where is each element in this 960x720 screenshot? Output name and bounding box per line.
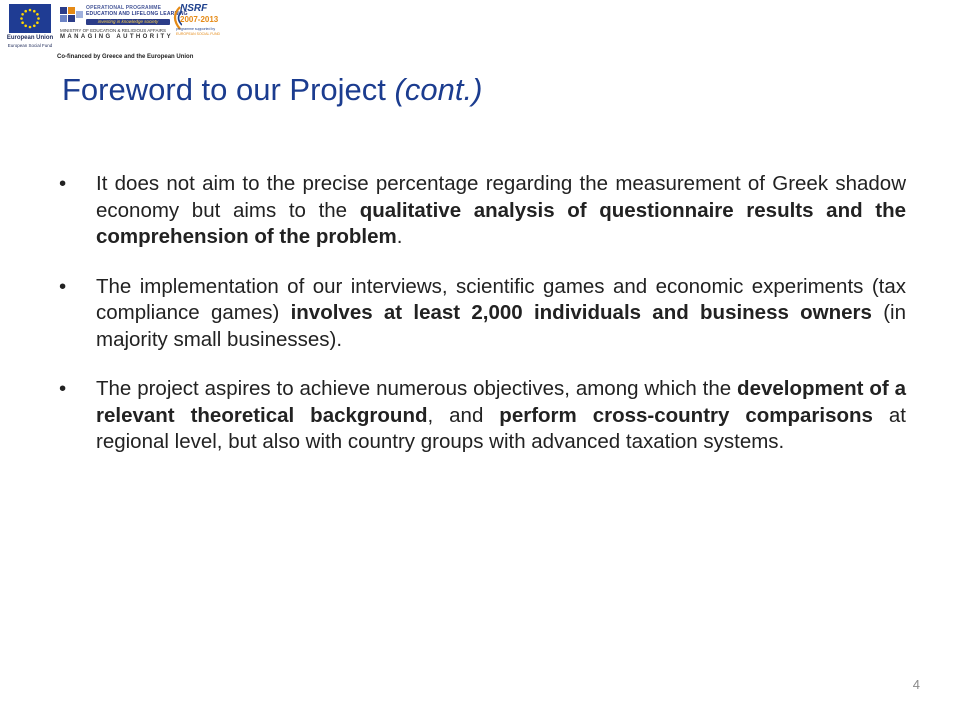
bullet-marker: • [59,172,67,195]
bullet-emphasis: perform cross-country comparisons [499,403,873,427]
bullet-item [57,376,906,456]
bullet-text: It does not aim to the precise percentage regarding the measurement of Greek shadow economy but aims to the [96,172,906,222]
operational-programme-logo [60,5,188,49]
op-authority: MANAGING AUTHORITY [60,34,173,40]
slide-title [62,70,482,110]
bullet-emphasis: qualitative analysis of questionnaire results and the comprehension of the problem [96,198,906,248]
bullet-item [57,274,906,354]
op-line-2: EDUCATION AND LIFELONG LEARNING [86,11,188,17]
slide-title-main: Foreword to our Project [62,72,386,107]
op-ministry: MINISTRY OF EDUCATION & RELIGIOUS AFFAIRS [60,28,167,33]
op-mark-icon [60,7,84,23]
bullet-emphasis: development of a relevant theoretical background [96,377,906,427]
bullet-marker: • [59,274,67,298]
bullet-emphasis: involves at least 2,000 individuals and business owners [290,301,872,324]
bullet-marker: • [59,377,67,400]
eu-caption-subtitle: European Social Fund [7,43,53,48]
bullet-text: , and [427,403,500,427]
bullet-text: (in majority small businesses). [96,301,906,351]
slide-title-suffix: (cont.) [394,72,483,107]
eu-flag-icon [9,4,51,33]
op-strip: investing in knowledge society [86,19,170,25]
nsrf-logo [170,3,221,45]
bullet-text: The implementation of our interviews, scientific games and economic experiments (tax compliance games) [96,274,906,324]
eu-logo [4,2,56,62]
bullet-text: . [396,225,403,248]
bullet-list [57,171,906,456]
nsrf-title: NSRF [180,3,208,14]
nsrf-subtitle: programme supported by [176,27,216,31]
bullet-item [57,171,906,251]
cofinanced-text: Co-financed by Greece and the European Union [57,54,194,60]
eu-caption [4,35,56,49]
nsrf-years: 2007-2013 [180,15,219,24]
eu-caption-title: European Union [6,35,54,41]
op-line-1: OPERATIONAL PROGRAMME [86,5,162,11]
bullet-text: The project aspires to achieve numerous objectives, among which the [96,377,738,400]
page-number: 4 [912,677,920,692]
nsrf-subtitle-2: EUROPEAN SOCIAL FUND [176,32,221,36]
logo-banner [4,2,221,62]
bullet-text: at regional level, but also with country groups with advanced taxation systems. [96,403,906,453]
